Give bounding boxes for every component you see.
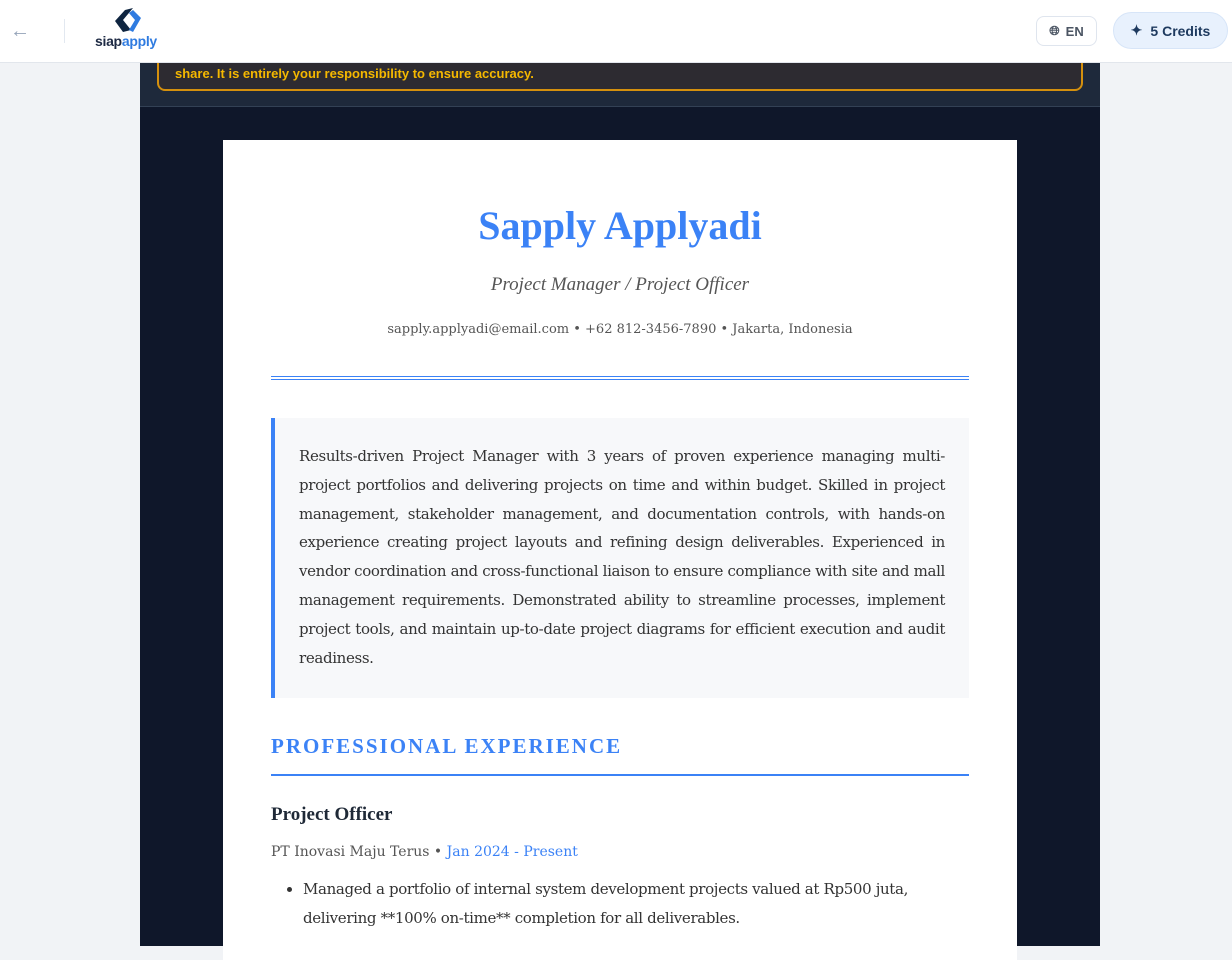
back-arrow-icon[interactable]: ← bbox=[10, 20, 30, 42]
job-company: PT Inovasi Maju Terus bbox=[271, 844, 430, 860]
header-divider bbox=[271, 376, 969, 380]
resume-contact: sapply.applyadi@email.com • +62 812-3456-7890 • Jakarta, Indonesia bbox=[387, 322, 853, 337]
resume-name: Sapply Applyadi bbox=[478, 203, 762, 248]
job-bullet: • Managed a portfolio of internal system development projects valued at Rp500 juta, delivering **100% on-time** completion for all deliverables. bbox=[303, 875, 973, 933]
top-bar bbox=[0, 0, 1232, 63]
logo-mark-icon bbox=[95, 8, 165, 34]
job-meta: PT Inovasi Maju Terus • Jan 2024 - Present bbox=[271, 844, 578, 860]
job-bullets bbox=[303, 875, 973, 933]
resume-page bbox=[223, 140, 1017, 960]
credits-button[interactable] bbox=[1113, 12, 1228, 49]
warning-area bbox=[140, 63, 1100, 107]
section-heading-experience: PROFESSIONAL EXPERIENCE bbox=[271, 734, 969, 776]
language-button[interactable] bbox=[1036, 16, 1097, 46]
resume-role: Project Manager / Project Officer bbox=[490, 274, 750, 295]
logo-text: siapapply bbox=[95, 33, 157, 49]
divider bbox=[64, 19, 65, 43]
language-label: EN bbox=[1065, 23, 1084, 39]
sparkles-icon: ✦ bbox=[1130, 22, 1143, 38]
resume-summary: Results-driven Project Manager with 3 years of proven experience managing multi-project portfolios and delivering projects on time and within budget. Skilled in project management, stakeholder management, and documentation controls, with hands-on experience creating project layouts and refining design deliverables. Experienced in vendor coordination and cross-functional liaison to ensure compliance with site and mall management requirements. Demonstrated ability to streamline processes, implement project tools, and maintain up-to-date project diagrams for efficient execution and audit readiness. bbox=[271, 418, 969, 698]
credits-label: 5 Credits bbox=[1150, 22, 1211, 39]
logo[interactable] bbox=[95, 8, 165, 52]
preview-panel bbox=[140, 63, 1100, 946]
globe-icon: 🌐︎ bbox=[1049, 23, 1060, 38]
job-title: Project Officer bbox=[271, 804, 393, 825]
warning-text: share. It is entirely your responsibility to ensure accuracy. bbox=[175, 66, 534, 81]
job-dates: Jan 2024 - Present bbox=[446, 844, 578, 860]
